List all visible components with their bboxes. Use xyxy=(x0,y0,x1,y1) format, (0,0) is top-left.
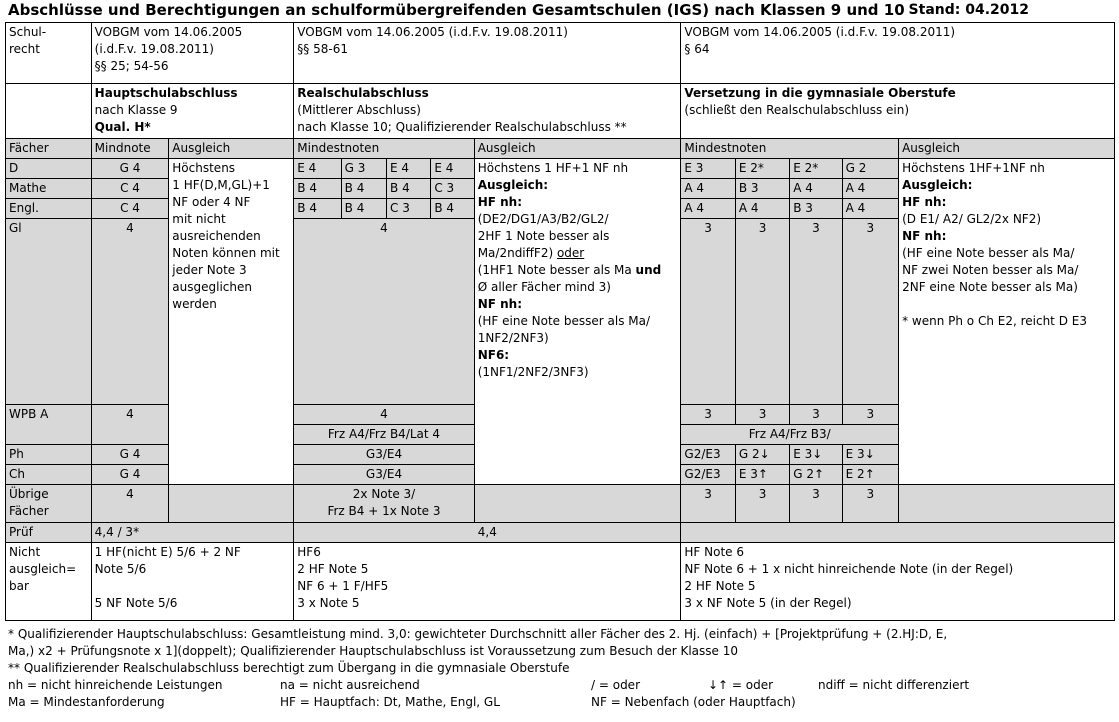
fach-mathe: Mathe xyxy=(6,179,92,199)
grade-cell: 3 xyxy=(790,485,842,523)
legend-nf: NF = Nebenfach (oder Hauptfach) xyxy=(591,695,796,709)
gym-title: Versetzung in die gymnasiale Oberstufe xyxy=(684,86,956,100)
legend-ndiff: ndiff = nicht differenziert xyxy=(818,678,970,692)
grade-cell: 4,4 / 3* xyxy=(91,523,294,543)
grade-cell: E 3↓ xyxy=(842,445,898,465)
text-line: HF nh: xyxy=(477,195,523,209)
text-line: * wenn Ph o Ch E2, reicht D E3 xyxy=(902,314,1087,328)
haupt-qual: Qual. H* xyxy=(94,120,151,134)
grade-cell: G 2↑ xyxy=(790,465,842,485)
legend-slash: / = oder xyxy=(591,678,641,692)
fach-uebrige: Übrige Fächer xyxy=(6,485,92,523)
text-line: NF nh: xyxy=(902,229,947,243)
empty-cell xyxy=(474,485,681,523)
col-ausgleich-gym: Ausgleich xyxy=(899,139,1115,159)
grade-cell: E 3 xyxy=(681,159,735,179)
grade-cell: G 3 xyxy=(341,159,386,179)
fach-ch: Ch xyxy=(6,465,92,485)
text-line: Höchstens 1 HF+1 NF nh xyxy=(477,161,629,175)
grade-cell: C 3 xyxy=(387,199,431,219)
haupt-sub: nach Klasse 9 xyxy=(94,103,178,117)
legend-na: na = nicht ausreichend xyxy=(280,678,420,692)
grade-cell: 4 xyxy=(91,219,169,405)
legend-row-2 xyxy=(8,694,1113,711)
grade-cell: 4 xyxy=(294,219,474,405)
text-line: NF6: xyxy=(477,348,510,362)
grade-cell: 4 xyxy=(91,485,169,523)
empty-cell xyxy=(169,485,294,523)
grade-cell: 3 xyxy=(842,485,898,523)
grade-cell: G 4 xyxy=(91,465,169,485)
legend-row-1 xyxy=(8,677,1113,694)
text-span: und xyxy=(635,263,662,277)
grade-cell: B 4 xyxy=(387,179,431,199)
grade-cell: 4 xyxy=(91,405,169,445)
grade-cell: 3 xyxy=(681,219,735,405)
grade-cell: G 4 xyxy=(91,445,169,465)
text-line xyxy=(478,211,678,262)
grade-cell: A 4 xyxy=(842,179,898,199)
grade-cell: 3 xyxy=(681,485,735,523)
real-header xyxy=(294,84,681,139)
gym-ausgleich xyxy=(899,159,1115,485)
grade-cell: G 2 xyxy=(842,159,898,179)
grade-cell: E 2* xyxy=(735,159,789,179)
col-mindestnoten-gym: Mindestnoten xyxy=(681,139,899,159)
grade-cell: E 4 xyxy=(431,159,474,179)
grade-cell: G3/E4 xyxy=(294,445,474,465)
schulrecht-label: Schul- recht xyxy=(6,23,92,84)
grade-cell: A 4 xyxy=(735,199,789,219)
haupt-title: Hauptschulabschluss xyxy=(94,86,238,100)
footnotes xyxy=(8,626,1113,711)
real-recht: VOBGM vom 14.06.2005 (i.d.F.v. 19.08.2011) §§ 58-61 xyxy=(294,23,681,84)
real-sub: (Mittlerer Abschluss) nach Klasse 10; Qualifizierender Realschulabschluss ** xyxy=(297,103,627,134)
grade-cell: 3 xyxy=(735,219,789,405)
nicht-haupt: 1 HF(nicht E) 5/6 + 2 NF Note 5/6 5 NF Note 5/6 xyxy=(91,543,294,621)
grade-cell: 4,4 xyxy=(294,523,681,543)
fach-engl: Engl. xyxy=(6,199,92,219)
text-line: Ausgleich: xyxy=(477,178,549,192)
grade-cell: A 4 xyxy=(842,199,898,219)
text-line: (1NF1/2NF2/3NF3) xyxy=(477,365,589,379)
col-mindestnoten-real: Mindestnoten xyxy=(294,139,474,159)
gym-header xyxy=(681,84,1115,139)
col-ausgleich-haupt: Ausgleich xyxy=(169,139,294,159)
footnote-2: ** Qualifizierender Realschulabschluss berechtigt zum Übergang in die gymnasiale Oberstufe xyxy=(8,661,570,675)
grade-cell: 3 xyxy=(842,405,898,425)
legend-hf: HF = Hauptfach: Dt, Mathe, Engl, GL xyxy=(280,695,500,709)
grade-cell: G3/E4 xyxy=(294,465,474,485)
col-faecher: Fächer xyxy=(6,139,92,159)
empty-cell xyxy=(899,485,1115,523)
text-line: (HF eine Note besser als Ma/ NF zwei Noten besser als Ma/ 2NF eine Note besser als Ma) xyxy=(902,246,1079,294)
legend-nh: nh = nicht hinreichende Leistungen xyxy=(8,678,223,692)
text-span: (DE2/DG1/A3/B2/GL2/ 2HF 1 Note besser als Ma/2ndiffF2) xyxy=(477,212,610,260)
grade-cell: E 4 xyxy=(387,159,431,179)
grade-cell: A 4 xyxy=(681,179,735,199)
grade-cell: 2x Note 3/ Frz B4 + 1x Note 3 xyxy=(294,485,474,523)
grade-cell: B 4 xyxy=(294,179,341,199)
grade-cell: B 4 xyxy=(341,179,386,199)
grade-cell: C 4 xyxy=(91,199,169,219)
empty-cell xyxy=(681,523,1115,543)
grade-cell: E 4 xyxy=(294,159,341,179)
real-title: Realschulabschluss xyxy=(297,86,429,100)
grade-cell: B 4 xyxy=(294,199,341,219)
text-line: Ø aller Fächer mind 3) xyxy=(477,280,611,294)
legend-arrows: ↓↑ = oder xyxy=(708,678,774,692)
footnote-1: * Qualifizierender Hauptschulabschluss: Gesamtleistung mind. 3,0: gewichteter Durchschnitt aller Fächer des 2. Hj. (einfach) + [Projektprüfung + (2.HJ:D, E, xyxy=(8,627,948,641)
grade-cell: A 4 xyxy=(681,199,735,219)
grade-cell: 3 xyxy=(735,485,789,523)
gym-recht: VOBGM vom 14.06.2005 (i.d.F.v. 19.08.2011) § 64 xyxy=(681,23,1115,84)
title-text: Abschlüsse und Berechtigungen an schulformübergreifenden Gesamtschulen (IGS) nach Klassen 9 und 10 xyxy=(8,1,905,19)
grade-cell: B 4 xyxy=(341,199,386,219)
grade-cell: B 3 xyxy=(790,199,842,219)
fach-gl: Gl xyxy=(6,219,92,405)
text-span: (1HF1 Note besser als Ma xyxy=(477,263,632,277)
grade-cell: 3 xyxy=(842,219,898,405)
grade-cell: E 2↑ xyxy=(842,465,898,485)
grade-cell: Frz A4/Frz B4/Lat 4 xyxy=(294,425,474,445)
grade-cell: G2/E3 xyxy=(681,465,735,485)
footnote-1-cont: Ma,) x2 + Prüfungsnote x 1](doppelt); Qualifizierender Hauptschulabschluss ist Voraussetzung zum Besuch der Klasse 10 xyxy=(8,644,738,658)
haupt-ausgleich: Höchstens 1 HF(D,M,GL)+1 NF oder 4 NF mit nicht ausreichenden Noten können mit jeder Note 3 ausgeglichen werden xyxy=(169,159,294,485)
nicht-label: Nicht ausgleich= bar xyxy=(6,543,92,621)
grade-cell: E 2* xyxy=(790,159,842,179)
text-line: Höchstens 1HF+1NF nh xyxy=(902,161,1045,175)
text-line xyxy=(478,262,678,279)
grade-cell: E 3↓ xyxy=(790,445,842,465)
grade-cell: E 3↑ xyxy=(735,465,789,485)
legend-ma: Ma = Mindestanforderung xyxy=(8,695,165,709)
grade-cell: 3 xyxy=(790,405,842,425)
page-title xyxy=(8,1,1113,21)
text-line: (D E1/ A2/ GL2/2x NF2) xyxy=(902,212,1042,226)
text-line: HF nh: xyxy=(902,195,947,209)
stand-date: Stand: 04.2012 xyxy=(908,2,1029,18)
fach-pruef: Prüf xyxy=(6,523,92,543)
fach-wpb: WPB A xyxy=(6,405,92,445)
col-ausgleich-real: Ausgleich xyxy=(474,139,681,159)
haupt-recht: VOBGM vom 14.06.2005 (i.d.F.v. 19.08.2011) §§ 25; 54-56 xyxy=(91,23,294,84)
haupt-header xyxy=(91,84,294,139)
empty-cell xyxy=(6,84,92,139)
gym-sub: (schließt den Realschulabschluss ein) xyxy=(684,103,910,117)
grade-cell: C 4 xyxy=(91,179,169,199)
grade-cell: 3 xyxy=(735,405,789,425)
grade-cell: A 4 xyxy=(790,179,842,199)
nicht-gym: HF Note 6 NF Note 6 + 1 x nicht hinreichende Note (in der Regel) 2 HF Note 5 3 x NF Note 5 (in der Regel) xyxy=(681,543,1115,621)
requirements-table xyxy=(5,22,1115,621)
fach-ph: Ph xyxy=(6,445,92,465)
text-line: NF nh: xyxy=(477,297,523,311)
real-ausgleich xyxy=(474,159,681,485)
grade-cell: B 4 xyxy=(431,199,474,219)
grade-cell: 4 xyxy=(294,405,474,425)
grade-cell: C 3 xyxy=(431,179,474,199)
nicht-real: HF6 2 HF Note 5 NF 6 + 1 F/HF5 3 x Note 5 xyxy=(294,543,681,621)
grade-cell: 3 xyxy=(681,405,735,425)
grade-cell: G 4 xyxy=(91,159,169,179)
col-mindnote: Mindnote xyxy=(91,139,169,159)
grade-cell: Frz A4/Frz B3/ xyxy=(681,425,899,445)
grade-cell: G 2↓ xyxy=(735,445,789,465)
text-line: Ausgleich: xyxy=(902,178,973,192)
grade-cell: B 3 xyxy=(735,179,789,199)
grade-cell: 3 xyxy=(790,219,842,405)
fach-d: D xyxy=(6,159,92,179)
text-line: (HF eine Note besser als Ma/ 1NF2/2NF3) xyxy=(477,314,651,345)
text-span: oder xyxy=(556,246,585,260)
grade-cell: G2/E3 xyxy=(681,445,735,465)
